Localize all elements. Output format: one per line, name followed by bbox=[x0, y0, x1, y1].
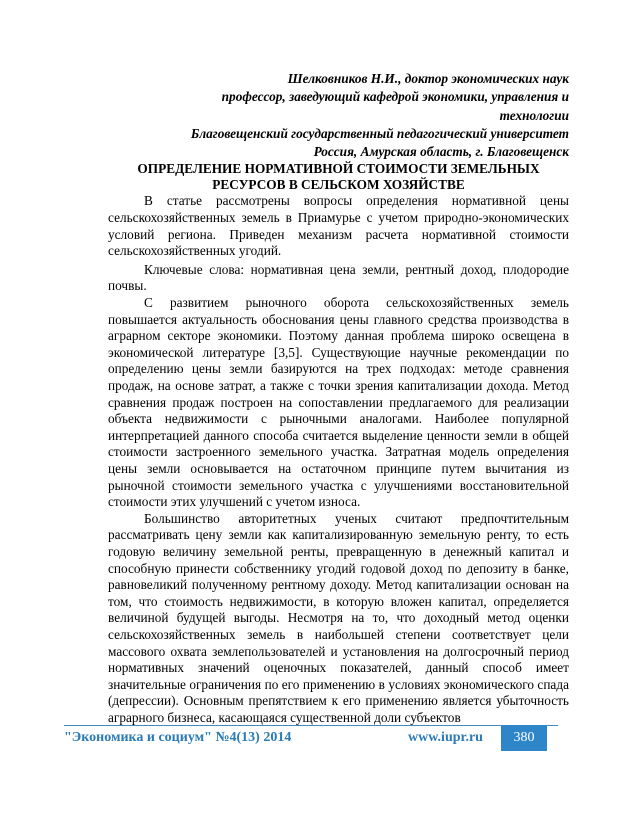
author-location-line: Россия, Амурская область, г. Благовещенск bbox=[313, 144, 569, 160]
article-title bbox=[108, 161, 569, 193]
abstract-paragraph: В статье рассмотрены вопросы определения нормативной цены сельскохозяйственных земель в Приамурье с учетом природно-экономических условий региона. Приведен механизм расчета нормативной стоимости сельскохозяйственных угодий. bbox=[108, 193, 569, 259]
title-line-1: ОПРЕДЕЛЕНИЕ НОРМАТИВНОЙ СТОИМОСТИ ЗЕМЕЛЬНЫХ bbox=[137, 161, 540, 177]
journal-website-link[interactable]: www.iupr.ru bbox=[408, 730, 483, 745]
author-position-line-cont: технологии bbox=[499, 107, 569, 123]
author-block bbox=[108, 70, 569, 161]
author-affiliation-line: Благовещенский государственный педагогический университет bbox=[190, 125, 569, 141]
article-body bbox=[108, 70, 569, 726]
title-line-2: РЕСУРСОВ В СЕЛЬСКОМ ХОЗЯЙСТВЕ bbox=[212, 177, 465, 193]
author-position-line: профессор, заведующий кафедрой экономики, управления и bbox=[221, 89, 569, 105]
body-paragraph-2: Большинство авторитетных ученых считают предпочтительным рассматривать цену земли как капитализированную земельную ренту, то есть годовую величину земельной ренты, превращенную в денежный капитал и способную принести собственнику угодий годовой доход по депозиту в банке, равновеликий полученному рентному доходу. Метод капитализации основан на том, что стоимость недвижимости, в которую вложен капитал, определяется величиной будущей выгоды. Несмотря на то, что доходный метод оценки сельскохозяйственных земель в наибольшей степени соответствует цели массового охвата землепользователей и установления на долгосрочный период нормативных значений оценочных показателей, данный способ имеет значительные ограничения по его применению в условиях экономического спада (депрессии). Основным препятствием к его применению является убыточность аграрного бизнеса, касающаяся существенной доли субъектов bbox=[108, 510, 569, 725]
page-number: 380 bbox=[501, 725, 547, 751]
journal-name: "Экономика и социум" №4(13) 2014 bbox=[64, 730, 292, 745]
author-name-line: Шелковников Н.И., доктор экономических наук bbox=[287, 71, 569, 86]
page-footer bbox=[64, 725, 558, 748]
body-paragraph-1: С развитием рыночного оборота сельскохозяйственных земель повышается актуальность обоснования цены главного средства производства в аграрном секторе экономики. Поэтому данная проблема широко освещена в экономической литературе [3,5]. Существующие научные рекомендации по определению цены земли базируются на трех подходах: методе сравнения продаж, на основе затрат, а также с точки зрения капитализации дохода. Метод сравнения продаж построен на сопоставлении предлагаемого для реализации объекта недвижимости с рыночными аналогами. Наиболее популярной интерпретацией данного способа считается выделение ценности земли в общей стоимости застроенного земельного участка. Затратная модель определения цены земли основывается на остаточном принципе путем вычитания из рыночной стоимости земельного участка с улучшениями восстановительной стоимости этих улучшений с учетом износа. bbox=[108, 295, 569, 510]
keywords-paragraph: Ключевые слова: нормативная цена земли, рентный доход, плодородие почвы. bbox=[108, 261, 569, 294]
